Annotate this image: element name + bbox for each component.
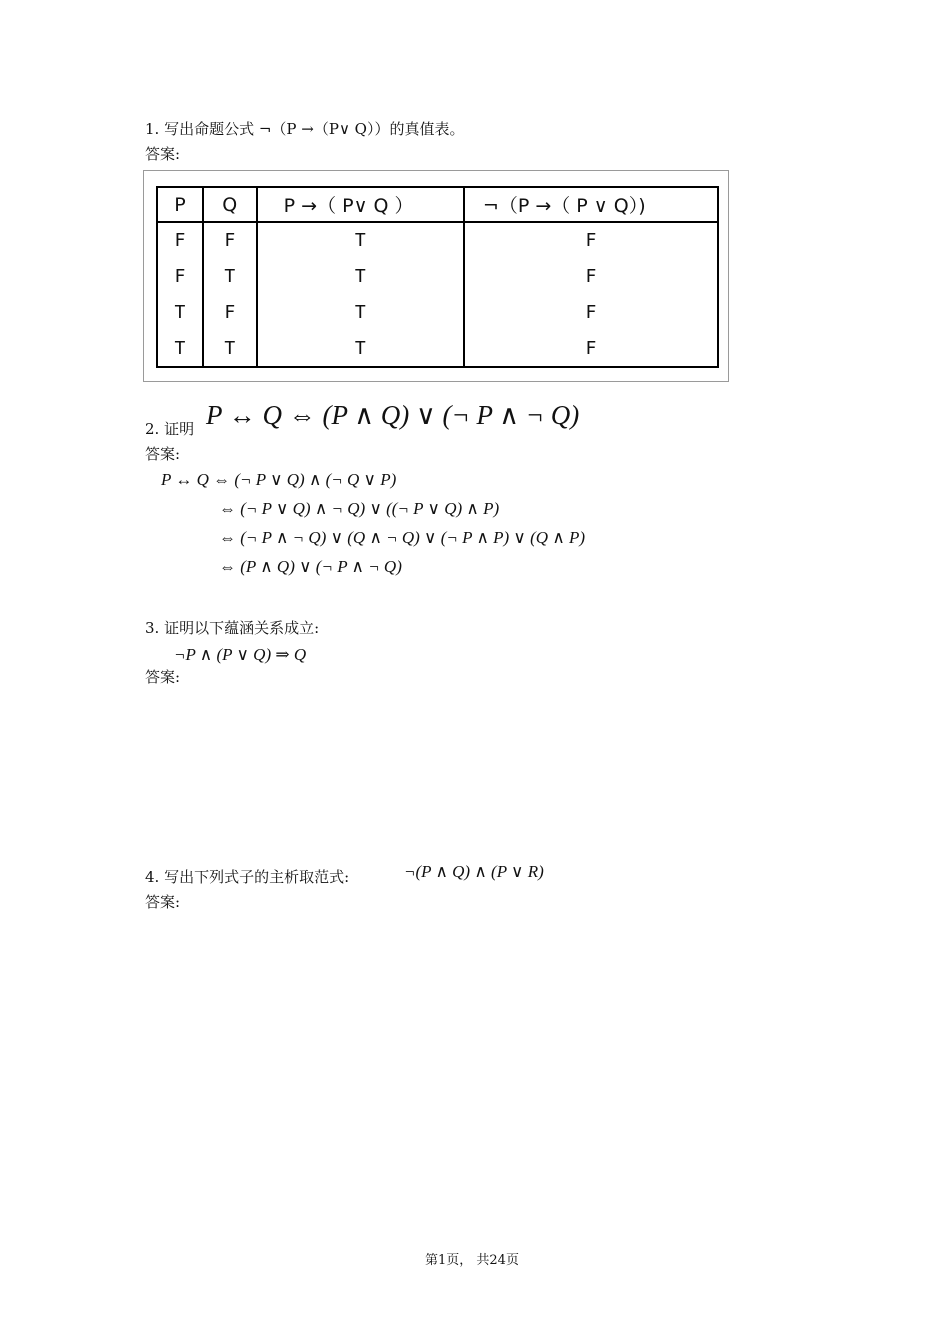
table-cell: F — [464, 222, 718, 259]
table-cell: F — [157, 222, 203, 259]
question-3-formula: ¬P ∧ (P ∨ Q) ⇒ Q — [174, 645, 307, 664]
table-row — [157, 294, 718, 330]
table-row — [157, 222, 718, 259]
question-2-label: 2. 证明 — [145, 420, 195, 438]
table-cell: T — [157, 294, 203, 330]
table-row — [157, 259, 718, 295]
table-cell: F — [203, 294, 257, 330]
table-cell: T — [203, 259, 257, 295]
question-3-text: 3. 证明以下蕴涵关系成立: — [145, 619, 320, 637]
table-cell: F — [203, 222, 257, 259]
table-cell: T — [257, 222, 464, 259]
table-cell: T — [157, 330, 203, 367]
proof-line-2: ⇔ (¬ P ∨ Q) ∧ ¬ Q) ∨ ((¬ P ∨ Q) ∧ P) — [219, 499, 500, 518]
proof-line-1: P ↔ Q ⇔ (¬ P ∨ Q) ∧ (¬ Q ∨ P) — [161, 470, 397, 489]
table-cell: T — [257, 330, 464, 367]
question-4-formula: ¬(P ∧ Q) ∧ (P ∨ R) — [404, 862, 544, 881]
table-cell: F — [157, 259, 203, 295]
question-4-text: 4. 写出下列式子的主析取范式: — [145, 868, 350, 886]
truth-table-header-p: P — [157, 187, 203, 222]
question-4-answer-label: 答案: — [145, 893, 181, 911]
question-2-answer-label: 答案: — [145, 445, 181, 463]
table-cell: F — [464, 294, 718, 330]
question-1-text: 1. 写出命题公式 ¬（P →（P∨ Q））的真值表。 — [145, 120, 465, 138]
question-2-formula: P ↔ Q ⇔ (P ∧ Q) ∨ (¬ P ∧ ¬ Q) — [206, 400, 580, 430]
truth-table-header-implication: P →（ P∨ Q ） — [257, 187, 464, 222]
table-cell: T — [203, 330, 257, 367]
table-cell: T — [257, 259, 464, 295]
truth-table-header-row — [157, 187, 718, 222]
table-cell: T — [257, 294, 464, 330]
proof-line-4: ⇔ (P ∧ Q) ∨ (¬ P ∧ ¬ Q) — [219, 557, 402, 576]
table-cell: F — [464, 330, 718, 367]
table-cell: F — [464, 259, 718, 295]
table-row — [157, 330, 718, 367]
truth-table-header-negation: ¬（P →（ P ∨ Q）) — [464, 187, 718, 222]
proof-line-3: ⇔ (¬ P ∧ ¬ Q) ∨ (Q ∧ ¬ Q) ∨ (¬ P ∧ P) ∨ (Q ∧ P) — [219, 528, 586, 547]
page-footer: 第1页， 共24页 — [425, 1253, 519, 1268]
question-1-answer-label: 答案: — [145, 145, 181, 163]
truth-table-header-q: Q — [203, 187, 257, 222]
truth-table — [156, 186, 719, 368]
question-3-answer-label: 答案: — [145, 668, 181, 686]
